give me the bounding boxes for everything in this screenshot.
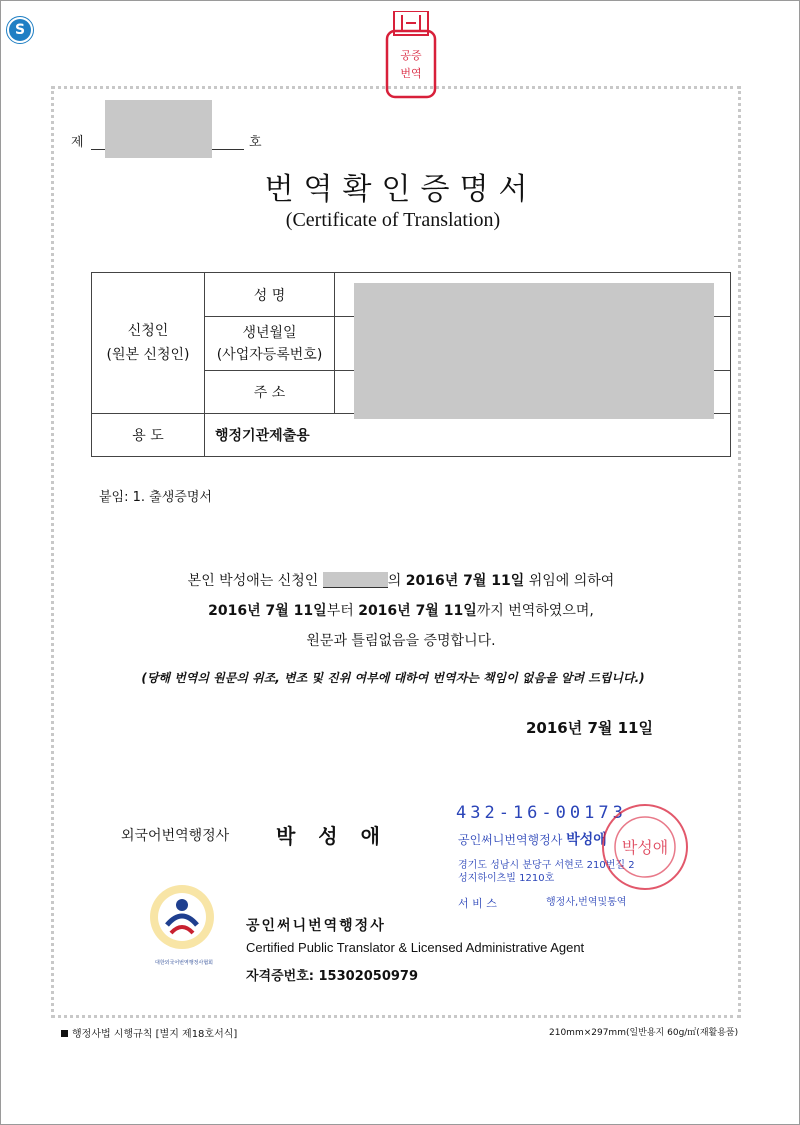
stamp-service-label: 서 비 스 (458, 897, 497, 910)
stamp-address-line1: 경기도 성남시 분당구 서현로 210번길 2 (458, 860, 635, 871)
top-red-seal-icon (384, 11, 438, 101)
stamp-office-name: 박성애 (566, 832, 607, 848)
purpose-label: 용 도 (92, 414, 205, 457)
title-english: (Certificate of Translation) (285, 209, 501, 231)
statement-date-1: 2016년 7월 11일 (405, 573, 525, 589)
stamp-office (458, 829, 607, 849)
office-name-english: Certified Public Translator & Licensed Administrative Agent (246, 940, 585, 955)
stamp-service-value: 행정사,번역및통역 (546, 897, 627, 908)
purpose-value: 행정기관제출용 (205, 414, 731, 457)
applicant-label: 신청인 (127, 323, 169, 339)
business-registration-label: (사업자등록번호) (216, 346, 323, 363)
issue-date: 2016년 7월 11일 (526, 719, 653, 737)
redacted-applicant-details (354, 283, 714, 419)
address-label: 주 소 (205, 371, 335, 414)
original-applicant-label: (원본 신청인) (106, 347, 190, 363)
svg-text:공증: 공증 (400, 49, 422, 62)
stamp-office-prefix: 공인써니번역행정사 (458, 833, 563, 847)
statement-line-1 (1, 570, 800, 590)
birth-label-cell (205, 317, 335, 371)
statement-date-2: 2016년 7월 11일 (208, 603, 327, 619)
name-label: 성 명 (205, 273, 335, 317)
scanner-logo-icon: S (9, 19, 31, 41)
statement-line1-end: 위임에 의하여 (528, 573, 615, 589)
round-red-seal-icon (599, 801, 691, 893)
svg-text:번역: 번역 (400, 67, 422, 80)
document-number-suffix: 호 (249, 135, 262, 150)
office-name: 공인써니번역행정사 (246, 918, 386, 934)
redacted-applicant-name (323, 572, 388, 588)
translator-title: 외국어번역행정사 (121, 828, 230, 844)
statement-line-3: 원문과 틀림없음을 증명합니다. (306, 633, 496, 649)
footer-form-text: 행정사법 시행규칙 [별지 제18호서식] (72, 1029, 238, 1040)
seal-name-text: 박성애 (621, 838, 669, 857)
statement-line1-start: 본인 박성애는 신청인 (187, 573, 319, 589)
attachment-line: 붙임: 1. 출생증명서 (99, 490, 212, 505)
footer-paper-spec: 210mm×297mm(일반용지 60g/㎡(재활용품) (549, 1028, 739, 1038)
statement-line1-particle: 의 (387, 573, 402, 589)
document-number-prefix: 제 (71, 135, 84, 150)
statement-line2-end: 까지 번역하였으며, (476, 603, 594, 619)
business-registration-number: 432-16-00173 (456, 803, 627, 823)
stamp-address-line2: 성지하이츠빌 1210호 (458, 873, 555, 884)
footer-form-reference (61, 1025, 237, 1040)
birth-label: 생년월일 (242, 324, 297, 341)
black-square-icon (61, 1030, 68, 1037)
redacted-document-number (105, 100, 212, 158)
disclaimer-notice: (당해 번역의 원문의 위조, 변조 및 진위 여부에 대하여 번역자는 책임이 없음을 알려 드립니다.) (141, 671, 645, 685)
applicant-label-cell (92, 273, 205, 414)
statement-line2-from: 부터 (326, 603, 354, 619)
statement-date-3: 2016년 7월 11일 (358, 603, 477, 619)
statement-line-2 (1, 600, 800, 620)
certificate-number: 자격증번호: 15302050979 (246, 969, 419, 984)
translator-name: 박 성 애 (276, 824, 388, 848)
title-korean: 번역확인증명서 (264, 172, 538, 207)
emblem-caption: 대한외국어번역행정사협회 (155, 960, 213, 966)
